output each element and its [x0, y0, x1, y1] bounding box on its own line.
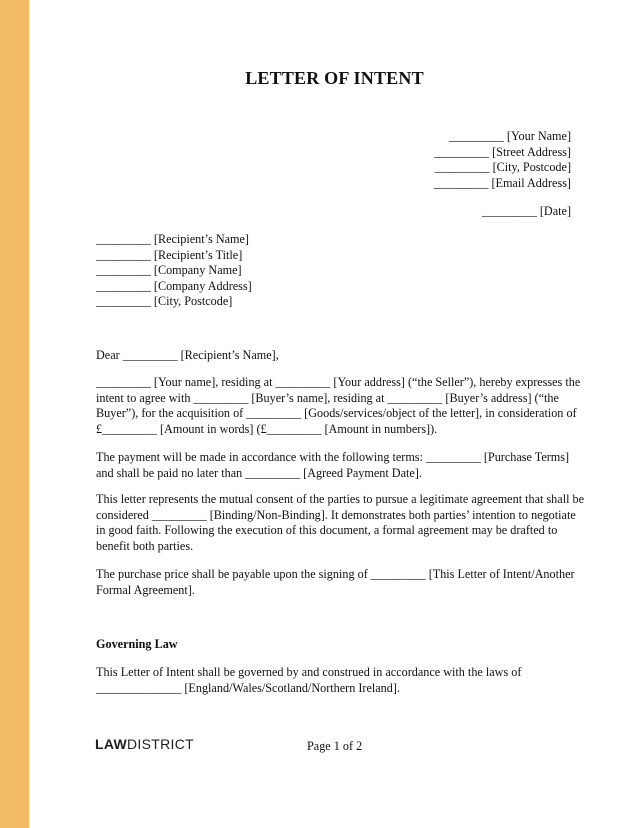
- recipient-company-line: _________ [Company Name]: [96, 263, 242, 278]
- paragraph-line: Buyer”), for the acquisition of _________ [Goods/services/object of the letter], in consideration of: [96, 406, 577, 421]
- recipient-city-line: _________ [City, Postcode]: [96, 294, 233, 309]
- logo-law-text: LAW: [95, 736, 128, 752]
- paragraph-line: intent to agree with _________ [Buyer’s name], residing at _________ [Buyer’s address] (“the: [96, 390, 559, 405]
- paragraph-line: This Letter of Intent shall be governed by and construed in accordance with the laws of: [96, 665, 522, 679]
- paragraph-line: _________ [Your name], residing at _________ [Your address] (“the Seller”), hereby expresses the: [96, 375, 581, 389]
- recipient-title-line: _________ [Recipient’s Title]: [96, 247, 243, 262]
- paragraph-line: considered _________ [Binding/Non-Binding]. It demonstrates both parties’ intention to negotiate: [96, 507, 576, 522]
- paragraph-line: The payment will be made in accordance with the following terms: _________ [Purchase Terms]: [96, 450, 570, 464]
- paragraph-line: benefit both parties.: [96, 538, 194, 553]
- paragraph-line: Formal Agreement].: [96, 582, 195, 597]
- recipient-address-block: [96, 232, 252, 310]
- document-page: [29, 0, 640, 828]
- paragraph-governing-law: [96, 665, 574, 696]
- paragraph-line: ______________ [England/Wales/Scotland/Northern Ireland].: [96, 680, 400, 695]
- sender-email-line: _________ [Email Address]: [433, 175, 571, 190]
- paragraph-consent: [96, 492, 585, 554]
- recipient-name-line: _________ [Recipient’s Name]: [96, 232, 249, 246]
- paragraph-intent: [96, 375, 581, 437]
- logo-district-text: DISTRICT: [127, 736, 194, 752]
- document-title: LETTER OF INTENT: [245, 68, 424, 88]
- paragraph-line: The purchase price shall be payable upon the signing of _________ [This Letter of Intent/Another: [96, 567, 575, 581]
- paragraph-purchase-price: [96, 567, 574, 598]
- governing-law-heading: Governing Law: [96, 637, 178, 651]
- sender-city-line: _________ [City, Postcode]: [434, 160, 571, 175]
- paragraph-line: £_________ [Amount in words] (£_________ [Amount in numbers]).: [96, 421, 438, 436]
- sender-street-line: _________ [Street Address]: [434, 144, 571, 159]
- paragraph-line: in good faith. Following the execution of this document, a formal agreement may be drafted to: [96, 523, 558, 538]
- greeting: Dear _________ [Recipient’s Name],: [96, 348, 279, 362]
- paragraph-line: and shall be paid no later than _________ [Agreed Payment Date].: [96, 465, 422, 480]
- lawdistrict-logo: [95, 736, 194, 752]
- side-stripe: [0, 0, 29, 828]
- paragraph-line: This letter represents the mutual consent of the parties to pursue a legitimate agreement that shall be: [96, 492, 585, 506]
- sender-name-line: _________ [Your Name]: [449, 129, 571, 143]
- date-line: _________ [Date]: [481, 204, 571, 218]
- sender-address-block: [434, 129, 571, 191]
- recipient-company-address-line: _________ [Company Address]: [96, 278, 252, 293]
- page-number: Page 1 of 2: [307, 739, 363, 753]
- paragraph-payment: [96, 450, 574, 481]
